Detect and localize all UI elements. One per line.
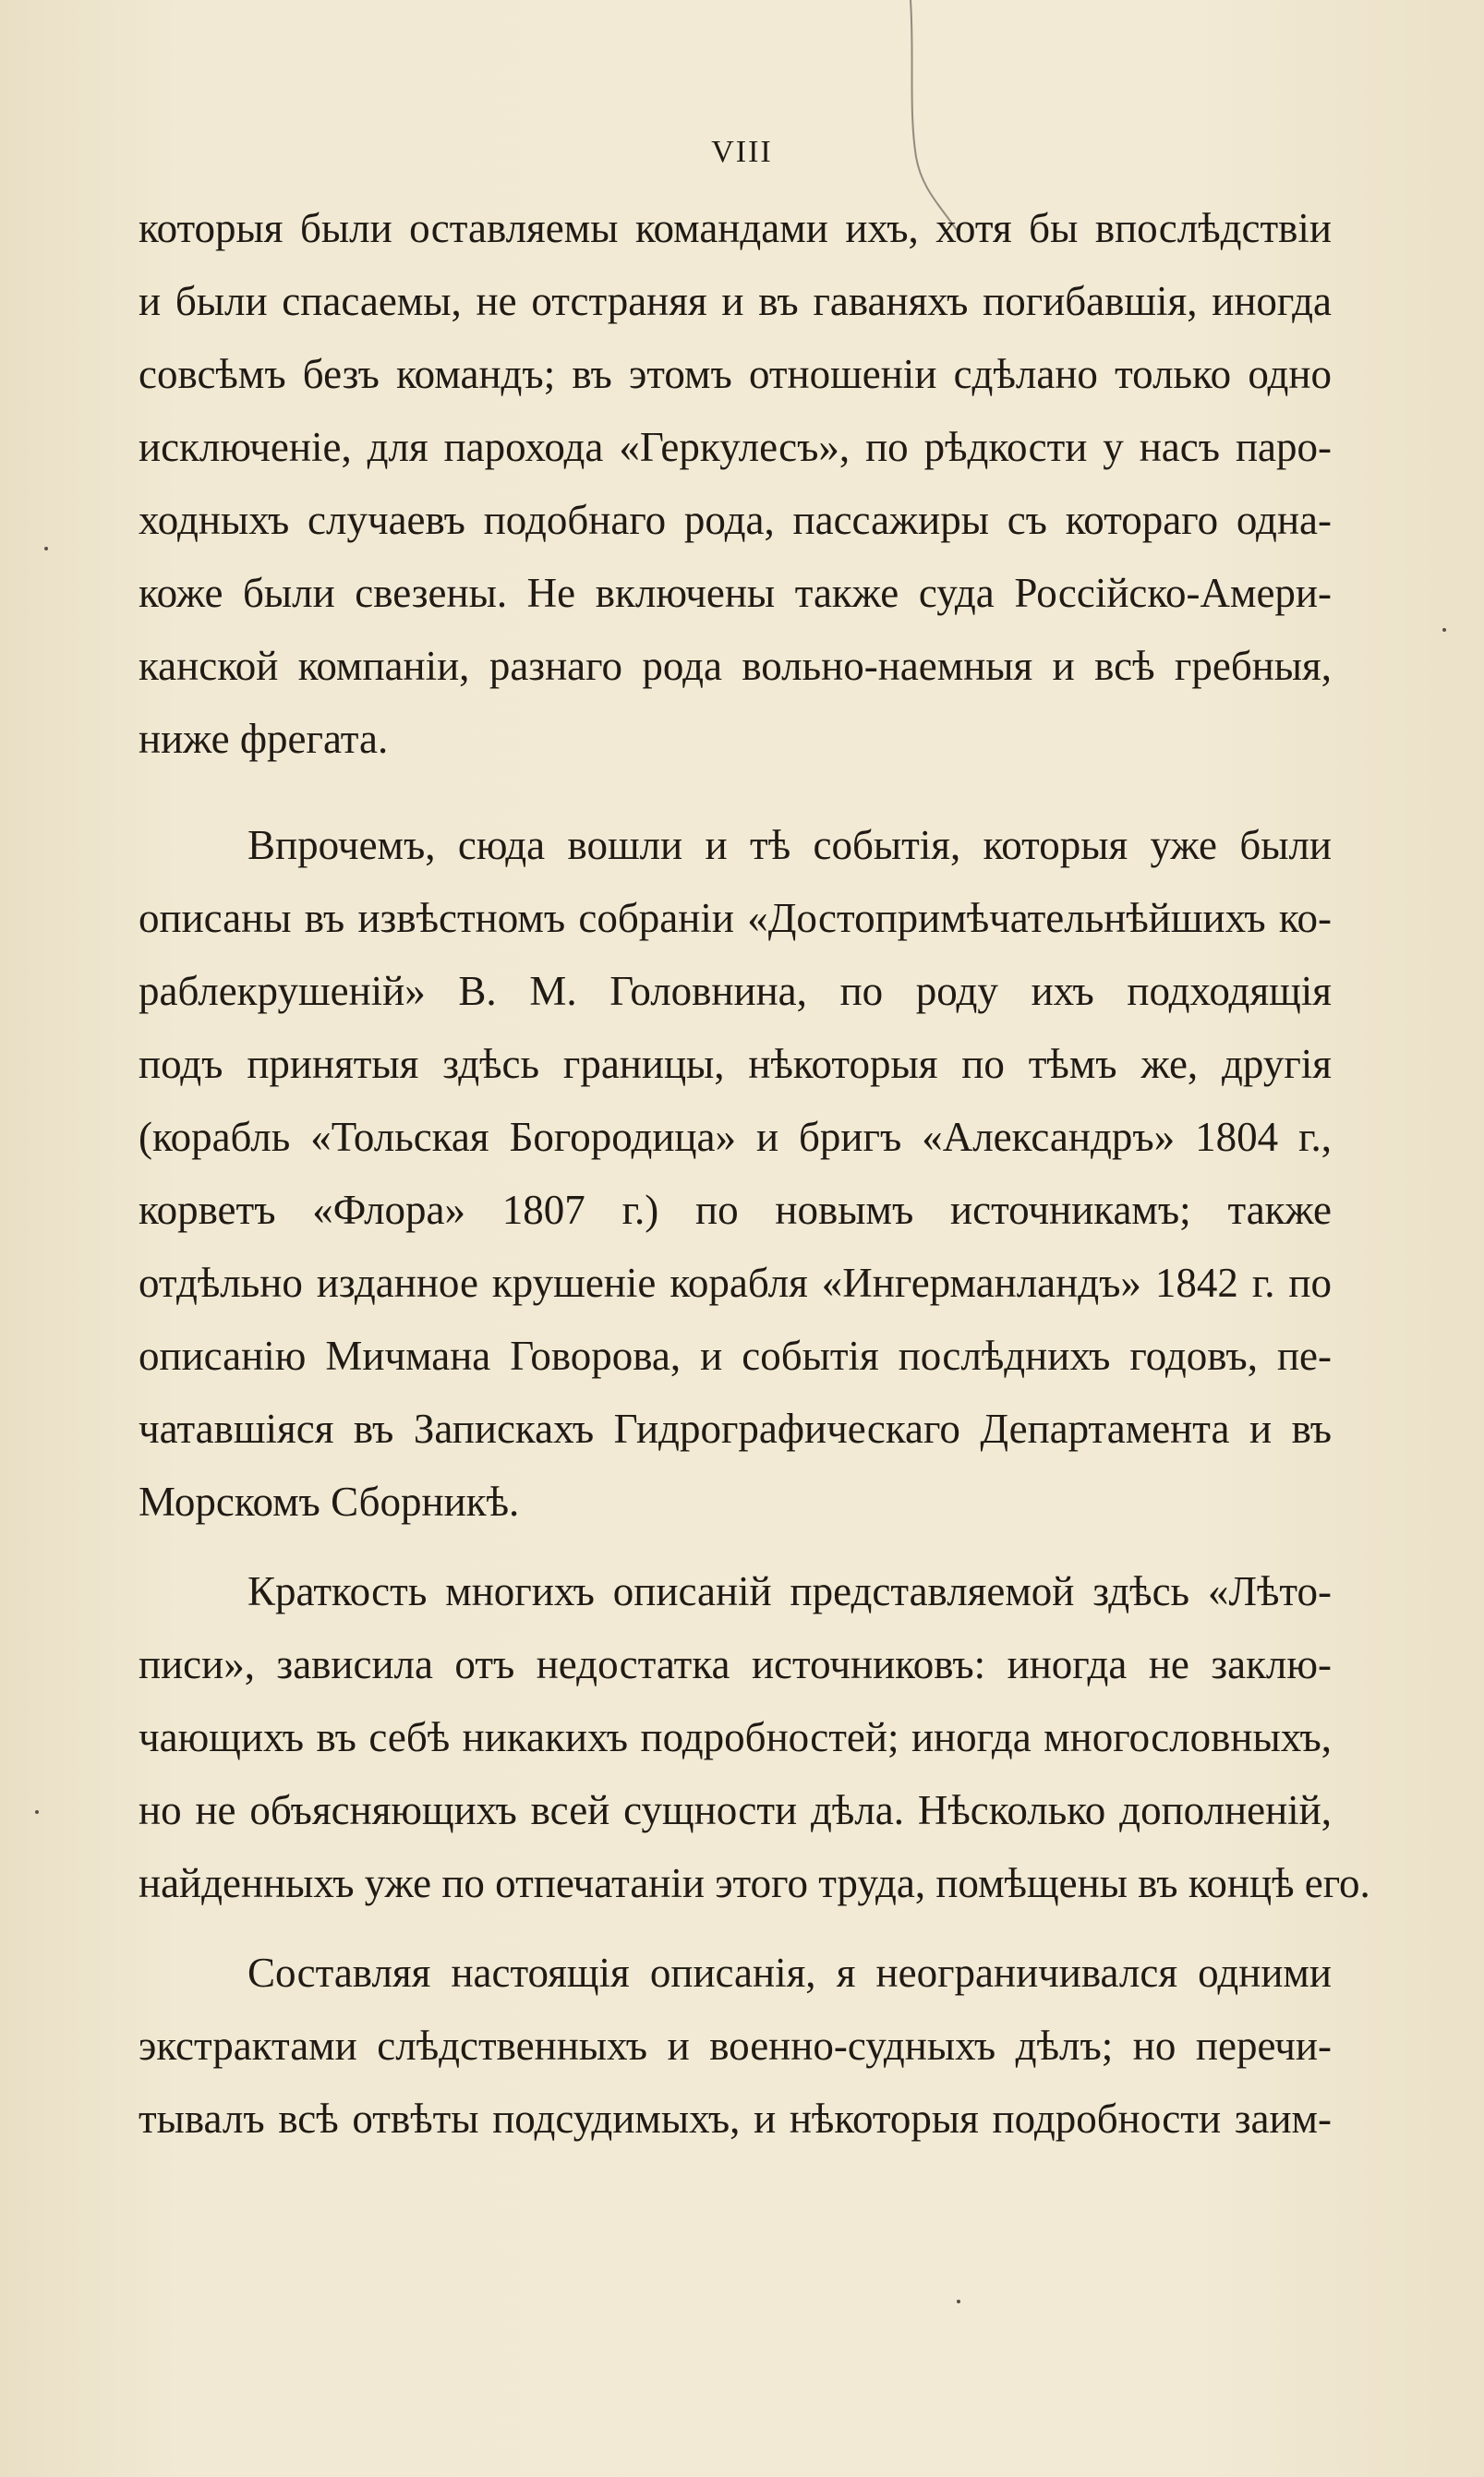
text-line: чатавшіяся въ Запискахъ Гидрографическаго Департамента и въ bbox=[139, 1406, 1332, 1452]
text-line: корветъ «Флора» 1807 г.) по новымъ источникамъ; также bbox=[139, 1187, 1332, 1233]
body-text bbox=[139, 192, 1370, 2156]
paragraph-3 bbox=[139, 1555, 1370, 1920]
paragraph-4 bbox=[139, 1937, 1332, 2156]
text-line: канской компаніи, разнаго рода вольно-наемныя и всѣ гребныя, bbox=[139, 643, 1332, 689]
text-line: экстрактами слѣдственныхъ и военно-судныхъ дѣлъ; но перечи- bbox=[139, 2023, 1332, 2069]
text-line: Составляя настоящія описанія, я неограничивался одними bbox=[247, 1950, 1332, 1996]
text-line: найденныхъ уже по отпечатаніи этого труда, помѣщены въ концѣ его. bbox=[139, 1860, 1370, 1906]
paragraph-1 bbox=[139, 192, 1332, 776]
text-line: чающихъ въ себѣ никакихъ подробностей; иногда многословныхъ, bbox=[139, 1714, 1332, 1760]
paragraph-2 bbox=[139, 809, 1332, 1539]
text-line: описаны въ извѣстномъ собраніи «Достопримѣчательнѣйшихъ ко- bbox=[139, 895, 1332, 941]
text-line: описанію Мичмана Говорова, и событія послѣднихъ годовъ, пе- bbox=[139, 1333, 1332, 1379]
text-line: исключеніе, для парохода «Геркулесъ», по рѣдкости у насъ паро- bbox=[139, 424, 1332, 470]
paper-speck bbox=[957, 2300, 960, 2303]
text-line: Морскомъ Сборникѣ. bbox=[139, 1479, 520, 1525]
text-line: подъ принятыя здѣсь границы, нѣкоторыя по тѣмъ же, другія bbox=[139, 1041, 1332, 1087]
text-line: писи», зависила отъ недостатка источниковъ: иногда не заклю- bbox=[139, 1641, 1332, 1687]
page-number: VIII bbox=[711, 135, 773, 169]
text-line: коже были свезены. Не включены также суда Россійско-Амери- bbox=[139, 570, 1332, 616]
text-line: и были спасаемы, не отстраняя и въ гаваняхъ погибавшія, иногда bbox=[139, 278, 1332, 324]
paper-speck bbox=[1442, 628, 1446, 632]
text-line: но не объясняющихъ всей сущности дѣла. Нѣсколько дополненій, bbox=[139, 1787, 1332, 1833]
text-line: ходныхъ случаевъ подобнаго рода, пассажиры съ котораго одна- bbox=[139, 497, 1332, 543]
text-line: отдѣльно изданное крушеніе корабля «Ингерманландъ» 1842 г. по bbox=[139, 1260, 1332, 1306]
text-line: совсѣмъ безъ командъ; въ этомъ отношеніи сдѣлано только одно bbox=[139, 351, 1332, 397]
text-line: которыя были оставляемы командами ихъ, хотя бы впослѣдствіи bbox=[139, 205, 1332, 251]
paper-speck bbox=[44, 547, 48, 550]
text-line: (корабль «Тольская Богородица» и бригъ «Александръ» 1804 г., bbox=[139, 1114, 1332, 1160]
text-line: тывалъ всѣ отвѣты подсудимыхъ, и нѣкоторыя подробности заим- bbox=[139, 2096, 1332, 2142]
paper-speck bbox=[35, 1810, 39, 1814]
text-line: Впрочемъ, сюда вошли и тѣ событія, которыя уже были bbox=[247, 822, 1332, 868]
text-line: Краткость многихъ описаній представляемой здѣсь «Лѣто- bbox=[247, 1568, 1332, 1614]
text-line: раблекрушеній» В. М. Головнина, по роду ихъ подходящія bbox=[139, 968, 1332, 1014]
text-line: ниже фрегата. bbox=[139, 716, 389, 762]
